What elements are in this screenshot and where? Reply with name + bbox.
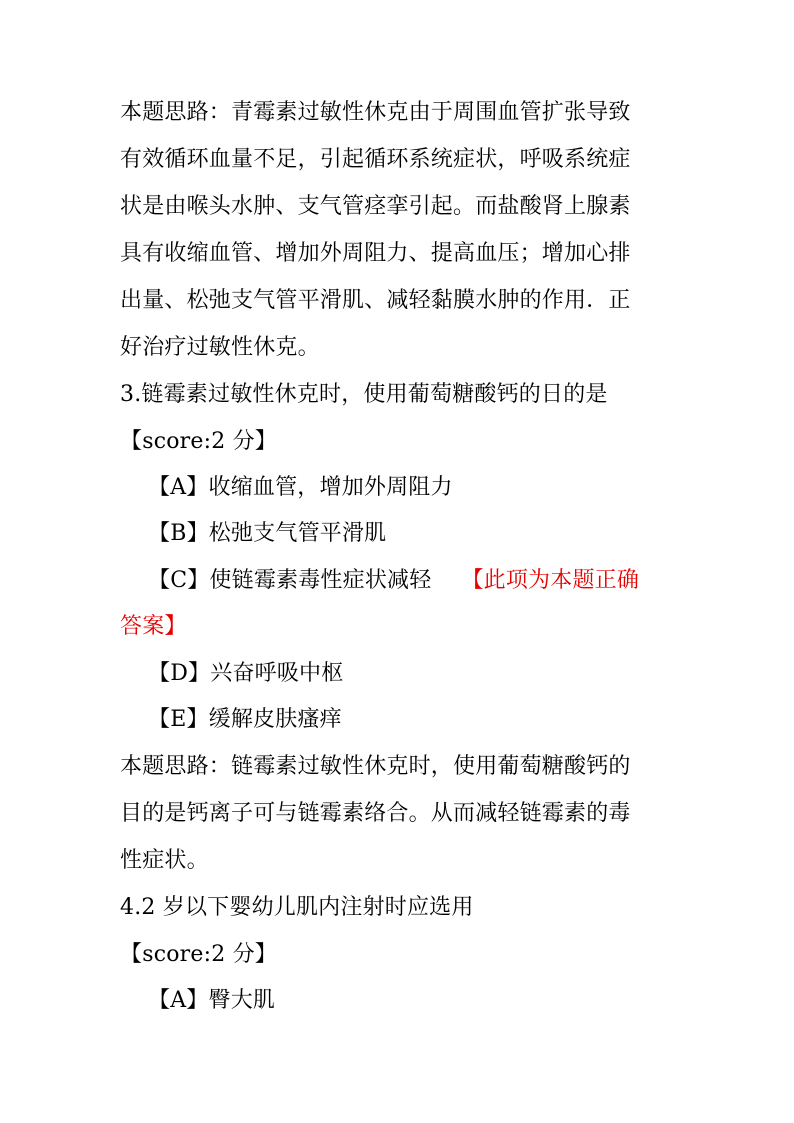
q3-stem: 3.链霉素过敏性休克时，使用葡萄糖酸钙的日的是 [120, 382, 608, 407]
q3-option-d: 【D】兴奋呼吸中枢 [148, 661, 344, 686]
correct-answer-mark-continued: 答案】 [120, 614, 187, 639]
q3-option-c-text: 【C】使链霉素毒性症状减轻 [148, 568, 432, 593]
q3-option-e: 【E】缓解皮肤瘙痒 [148, 707, 342, 732]
q4-score: 【score:2 分】 [120, 942, 277, 967]
q4-stem: 4.2 岁以下婴幼儿肌内注射时应选用 [120, 895, 474, 920]
correct-answer-mark: 【此项为本题正确 [461, 568, 640, 593]
q3-explanation-line: 本题思路：链霉素过敏性休克时，使用葡萄糖酸钙的 [120, 754, 631, 779]
q3-score: 【score:2 分】 [120, 429, 277, 454]
q2-explanation-line: 出量、松弛支气管平滑肌、减轻黏膜水肿的作用．正 [120, 288, 631, 313]
q3-explanation-line: 性症状。 [120, 848, 209, 873]
q3-option-c [148, 566, 688, 596]
q2-explanation-line: 好治疗过敏性休克。 [120, 335, 320, 360]
q2-explanation-line: 具有收缩血管、增加外周阻力、提高血压；增加心排 [120, 241, 631, 266]
q3-option-a: 【A】收缩血管，增加外周阻力 [148, 475, 453, 500]
q3-option-b: 【B】松弛支气管平滑肌 [148, 521, 387, 546]
q4-option-a: 【A】臀大肌 [148, 988, 276, 1013]
q2-explanation-line: 状是由喉头水肿、支气管痉挛引起。而盐酸肾上腺素 [120, 194, 631, 219]
q2-explanation-line: 本题思路：青霉素过敏性休克由于周围血管扩张导致 [120, 100, 631, 125]
q2-explanation-line: 有效循环血量不足，引起循环系统症状，呼吸系统症 [120, 147, 631, 172]
q3-explanation-line: 目的是钙离子可与链霉素络合。从而减轻链霉素的毒 [120, 801, 631, 826]
